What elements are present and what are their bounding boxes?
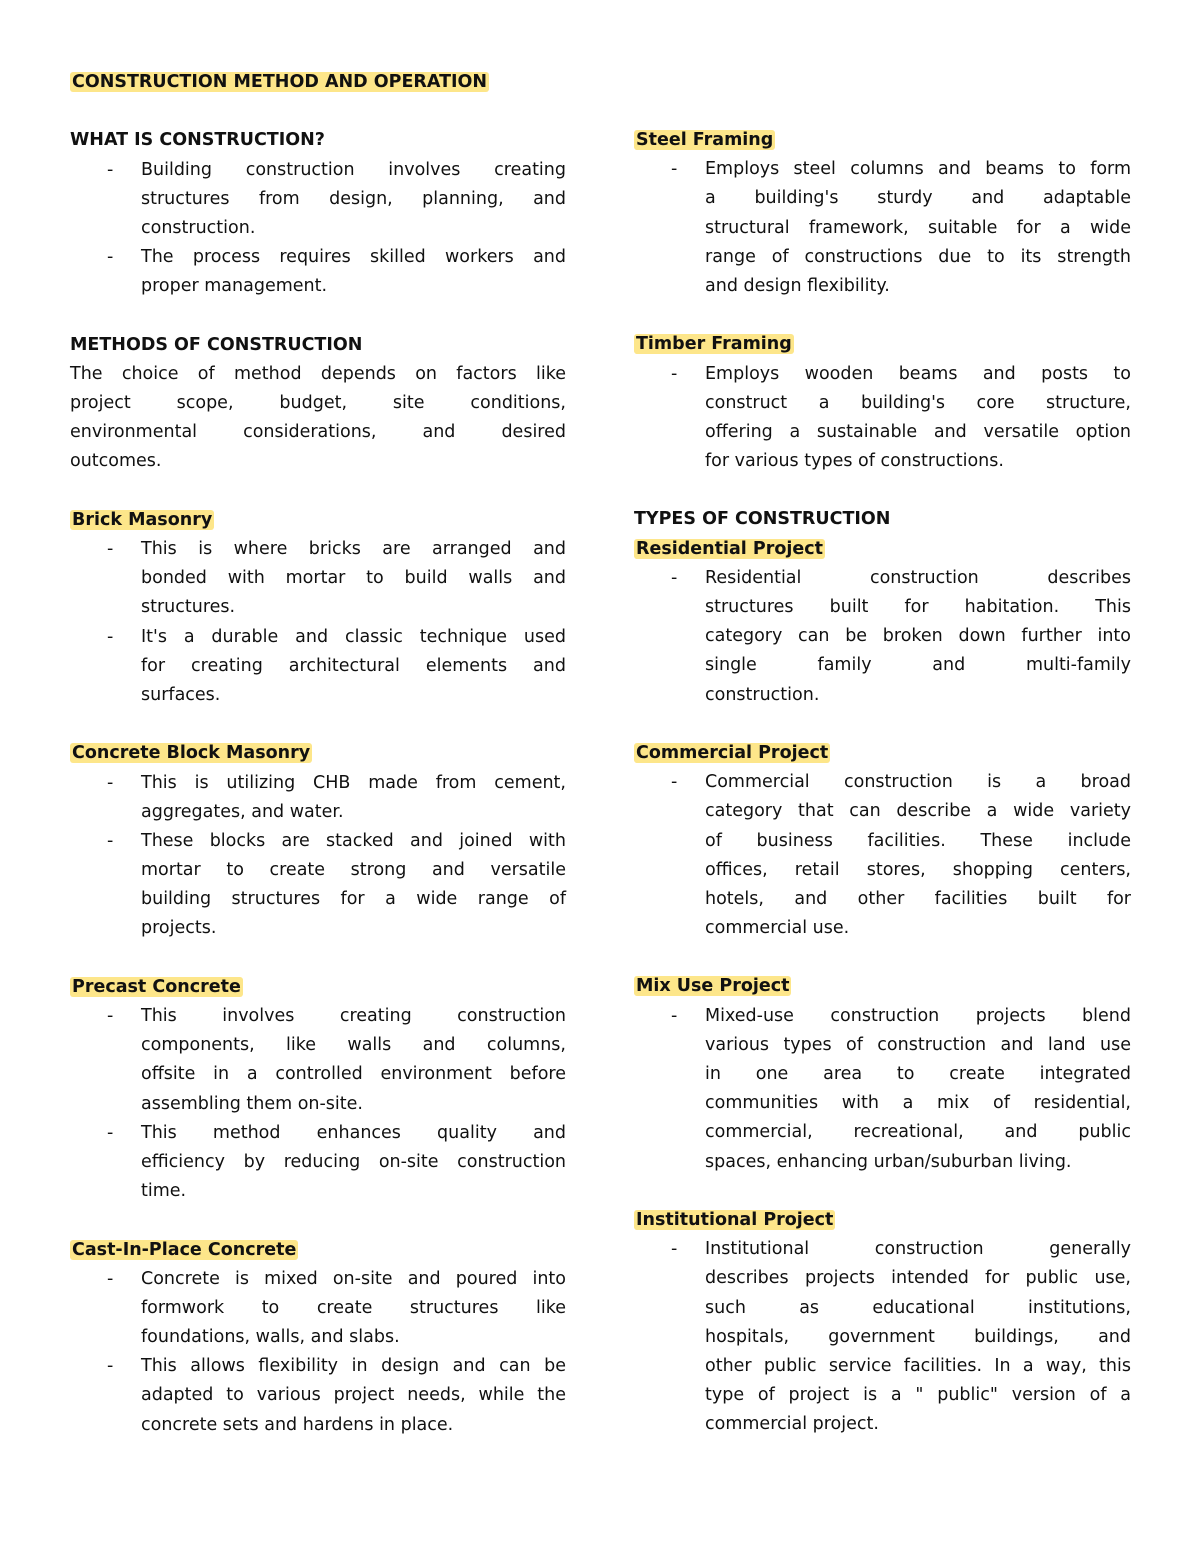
timber-heading: Timber Framing — [636, 334, 792, 355]
timber-bullet-1: - Employs wooden beams and posts to construct a building's core structure, offering a sustainable and versatile option for various types of constructions. — [671, 363, 1131, 472]
commercial-bullet-1: - Commercial construction is a broad category that can describe a wide variety of business facilities. These include offices, retail stores, shopping centers, hotels, and other facilities built for commercial use. — [671, 772, 1131, 939]
precast-bullet-2: - This method enhances quality and efficiency by reducing on-site construction time. — [107, 1122, 566, 1202]
left-column — [70, 68, 566, 1440]
chb-bullet-2: - These blocks are stacked and joined with mortar to create strong and versatile building structures for a wide range of projects. — [107, 830, 566, 939]
steel-heading: Steel Framing — [636, 130, 774, 150]
residential-heading: Residential Project — [636, 538, 823, 559]
institutional-bullet-1: - Institutional construction generally describes projects intended for public use, such as educational institutions, hospitals, government buildings, and other public service facilities. In a way, this type of project is a " public" version of a commercial project. — [671, 1239, 1131, 1435]
residential-bullet-1: - Residential construction describes structures built for habitation. This category can be broken down further into single family and multi-family construction. — [671, 567, 1131, 705]
mixuse-bullet-1: - Mixed-use construction projects blend various types of construction and land use in one area to create integrated communities with a mix of residential, commercial, recreational, and public spaces, enhancing urban/suburban living. — [671, 1005, 1131, 1172]
commercial-heading: Commercial Project — [636, 742, 829, 763]
cip-bullet-2: - This allows flexibility in design and can be adapted to various project needs, while the concrete sets and hardens in place. — [107, 1356, 566, 1435]
chb-bullet-1: - This is utilizing CHB made from cement, aggregates, and water. — [107, 772, 566, 822]
brick-bullet-1: - This is where bricks are arranged and bonded with mortar to build walls and structures. — [107, 539, 566, 618]
cip-heading: Cast-In-Place Concrete — [72, 1239, 297, 1260]
precast-heading: Precast Concrete — [72, 976, 241, 997]
what-heading: WHAT IS CONSTRUCTION? — [70, 130, 325, 151]
chb-heading: Concrete Block Masonry — [72, 743, 311, 764]
methods-heading: METHODS OF CONSTRUCTION — [70, 334, 363, 355]
cip-bullet-1: - Concrete is mixed on-site and poured into formwork to create structures like foundations, walls, and slabs. — [107, 1268, 566, 1348]
institutional-heading: Institutional Project — [636, 1209, 834, 1230]
methods-paragraph: The choice of method depends on factors like project scope, budget, site conditions, environmental considerations, and desired outcomes. — [70, 363, 566, 472]
what-bullet-2: - The process requires skilled workers and proper management. — [107, 247, 566, 297]
brick-heading: Brick Masonry — [72, 509, 213, 530]
steel-bullet-1: - Employs steel columns and beams to form a building's sturdy and adaptable structural framework, suitable for a wide range of constructions due to its strength and design flexibility. — [671, 159, 1131, 296]
precast-bullet-1: - This involves creating construction components, like walls and columns, offsite in a controlled environment before assembling them on-site. — [107, 1006, 566, 1114]
brick-bullet-2: - It's a durable and classic technique used for creating architectural elements and surfaces. — [107, 626, 566, 705]
document-title: CONSTRUCTION METHOD AND OPERATION — [72, 72, 488, 92]
types-heading: TYPES OF CONSTRUCTION — [634, 509, 891, 530]
mixuse-heading: Mix Use Project — [636, 976, 790, 997]
right-column — [634, 126, 1131, 1439]
what-bullet-1: - Building construction involves creating structures from design, planning, and construction. — [107, 159, 566, 238]
